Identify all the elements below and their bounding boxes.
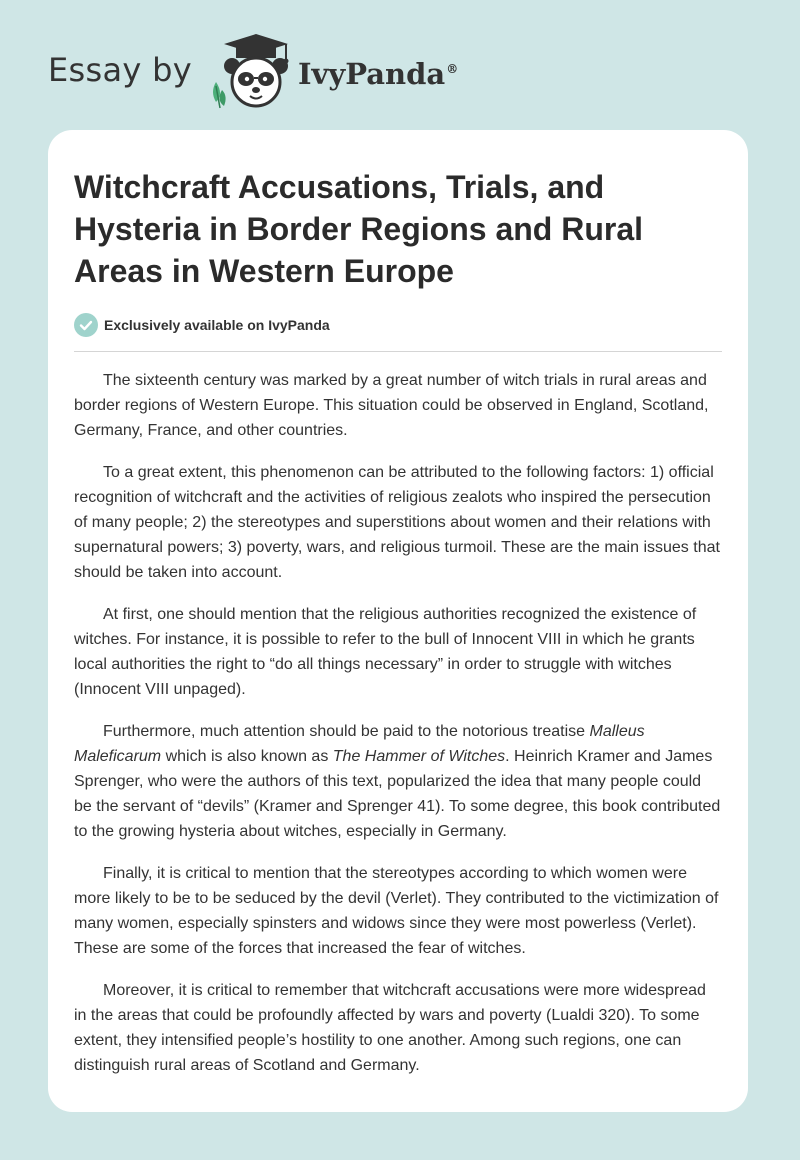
paragraph-text: . Heinrich Kramer and James Sprenger, who were the authors of this text, popularized the idea that many people could be the servant of “devils” (Kramer and Sprenger 41). To some degree, this book contributed to the growing hysteria about witches, especially in Germany. [74, 748, 721, 840]
exclusive-badge [74, 312, 722, 338]
essay-paragraph [74, 719, 722, 844]
essay-body [74, 368, 722, 1078]
paragraph-text: Moreover, it is critical to remember that witchcraft accusations were more widespread in the areas that could be profoundly affected by wars and poverty (Lualdi 320). To some extent, they intensified people’s hostility to one another. Among such regions, one can distinguish rural areas of Scotland and Germany. [74, 982, 706, 1074]
essay-paragraph [74, 978, 722, 1078]
registered-trademark: ® [446, 62, 459, 77]
italic-title-text: The Hammer of Witches [332, 748, 506, 765]
paragraph-text: Finally, it is critical to mention that the stereotypes according to which women were more likely to be to be seduced by the devil (Verlet). They contributed to the victimization of many women, especially spinsters and widows since they were most powerless (Verlet). These are some of the forces that increased the fear of witches. [74, 865, 719, 957]
essay-paragraph [74, 861, 722, 961]
essay-by-label: Essay by [48, 51, 192, 89]
paragraph-text: which is also known as [161, 748, 333, 765]
paragraph-text: Furthermore, much attention should be paid to the notorious treatise [103, 723, 590, 740]
essay-paragraph [74, 368, 722, 443]
essay-card [48, 130, 748, 1112]
paragraph-text: At first, one should mention that the religious authorities recognized the existence of witches. For instance, it is possible to refer to the bull of Innocent VIII in which he grants local authorities the right to “do all things necessary” in order to struggle with witches (Innocent VIII unpaged). [74, 606, 697, 698]
essay-title: Witchcraft Accusations, Trials, and Hysteria in Border Regions and Rural Areas in Western Europe [74, 169, 644, 289]
essay-paragraph [74, 460, 722, 585]
title-divider [74, 351, 722, 352]
ivypanda-brand-name[interactable]: IvyPanda® [297, 57, 459, 91]
italic-title-text: Malleus Maleficarum [74, 723, 645, 765]
essay-paragraph [74, 602, 722, 702]
exclusive-badge-label: Exclusively available on IvyPanda [104, 317, 330, 333]
paragraph-text: The sixteenth century was marked by a great number of witch trials in rural areas and border regions of Western Europe. This situation could be observed in England, Scotland, Germany, France, and other countries. [74, 372, 709, 439]
check-circle-icon [74, 313, 98, 337]
site-header [48, 30, 458, 110]
paragraph-text: To a great extent, this phenomenon can be attributed to the following factors: 1) official recognition of witchcraft and the activities of religious zealots who inspired the persecution of many people; 2) the stereotypes and superstitions about women and their relations with supernatural powers; 3) poverty, wars, and religious turmoil. These are the main issues that should be taken into account. [74, 464, 720, 581]
ivypanda-panda-logo-icon[interactable] [206, 30, 294, 110]
